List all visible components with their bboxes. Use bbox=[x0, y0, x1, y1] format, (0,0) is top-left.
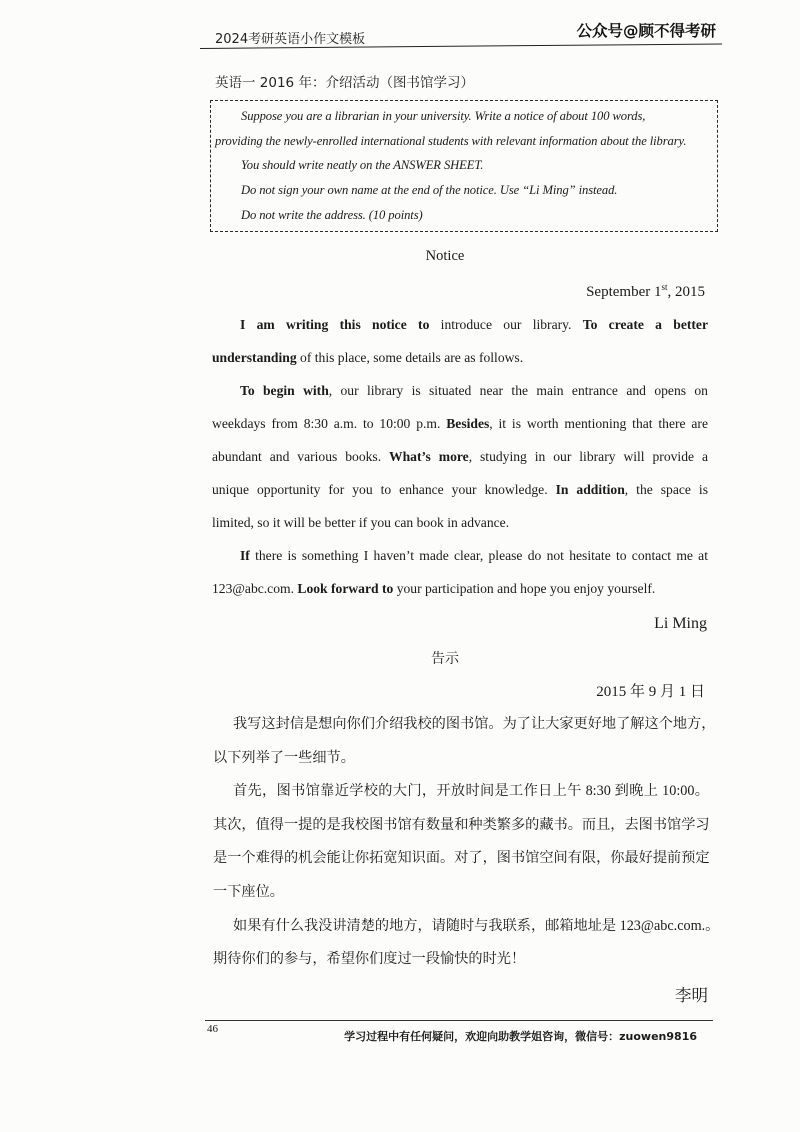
directions-box bbox=[210, 100, 718, 232]
chinese-line: 一下座位。 bbox=[213, 883, 284, 900]
text-run: weekdays from 8:30 a.m. to 10:00 p.m. bbox=[212, 416, 447, 431]
text-run: , it is worth mentioning that there are bbox=[489, 416, 708, 431]
text-run: , studying in our library will provide a bbox=[468, 449, 708, 464]
chinese-body bbox=[213, 708, 720, 977]
date-year: , 2015 bbox=[667, 284, 705, 300]
text-run: , the space is bbox=[624, 482, 708, 497]
direction-line: You should write neatly on the ANSWER SHEET. bbox=[241, 158, 484, 173]
footer-rule bbox=[205, 1020, 713, 1021]
body-line bbox=[212, 539, 708, 572]
header-account-name: 公众号@顾不得考研 bbox=[576, 22, 716, 40]
text-run: abundant and various books. bbox=[212, 449, 390, 464]
notice-signature: Li Ming bbox=[654, 615, 707, 632]
chinese-date: 2015 年 9 月 1 日 bbox=[596, 684, 705, 700]
chinese-line: 其次，值得一提的是我校图书馆有数量和种类繁多的藏书。而且，去图书馆学习 bbox=[213, 816, 710, 833]
body-line bbox=[212, 506, 708, 539]
body-line bbox=[212, 473, 708, 506]
text-run: , our library is situated near the main entrance and opens on bbox=[328, 383, 708, 398]
bold-phrase: To create a better bbox=[582, 317, 708, 332]
direction-line: providing the newly-enrolled international students with relevant information about the library. bbox=[215, 133, 687, 148]
page-number: 46 bbox=[207, 1023, 218, 1035]
body-line bbox=[212, 407, 708, 440]
direction-line: Suppose you are a librarian in your university. Write a notice of about 100 words, bbox=[241, 109, 646, 123]
body-line bbox=[212, 440, 708, 473]
chinese-line: 以下列举了一些细节。 bbox=[213, 749, 355, 766]
date-main: September 1 bbox=[586, 284, 662, 300]
chinese-line: 我写这封信是想向你们介绍我校的图书馆。为了让大家更好地了解这个地方， bbox=[233, 716, 716, 732]
text-run: of this place, some details are as follows. bbox=[296, 350, 524, 365]
header-left-title: 2024考研英语小作文模板 bbox=[215, 32, 366, 47]
body-line bbox=[212, 308, 708, 341]
chinese-signature: 李明 bbox=[675, 986, 708, 1005]
chinese-line: 如果有什么我没讲清楚的地方，请随时与我联系，邮箱地址是 123@abc.com.。 bbox=[233, 917, 720, 934]
chinese-line: 期待你们的参与，希望你们度过一段愉快的时光！ bbox=[213, 951, 526, 968]
bold-phrase: To begin with bbox=[240, 383, 329, 398]
bold-phrase: Besides bbox=[446, 416, 490, 431]
body-line bbox=[212, 374, 708, 407]
body-line bbox=[212, 341, 708, 374]
date-suffix: st bbox=[661, 282, 668, 292]
notice-date bbox=[586, 281, 705, 303]
bold-phrase: I am writing this notice to bbox=[240, 317, 430, 332]
text-run: unique opportunity for you to enhance your knowledge. bbox=[212, 482, 556, 497]
footer-note: 学习过程中有任何疑问，欢迎向助教学姐咨询，微信号：zuowen9816 bbox=[344, 1030, 697, 1043]
text-run: limited, so it will be better if you can book in advance. bbox=[212, 515, 510, 530]
bold-phrase: If bbox=[240, 548, 250, 563]
bold-phrase: What’s more bbox=[389, 449, 469, 464]
text-run: your participation and hope you enjoy yourself. bbox=[393, 581, 656, 596]
bold-phrase: In addition bbox=[555, 482, 625, 497]
text-run: 123@abc.com. bbox=[212, 581, 298, 596]
chinese-line: 是一个难得的机会能让你拓宽知识面。对了，图书馆空间有限，你最好提前预定 bbox=[213, 850, 710, 867]
chinese-title: 告示 bbox=[431, 651, 459, 667]
text-run: there is something I haven’t made clear, please do not hesitate to contact me at bbox=[249, 548, 708, 563]
bold-phrase: understanding bbox=[212, 350, 297, 365]
text-run: introduce our library. bbox=[429, 317, 583, 332]
chinese-line: 首先，图书馆靠近学校的大门，开放时间是工作日上午 8:30 到晚上 10:00。 bbox=[233, 783, 709, 800]
section-title: 英语一 2016 年：介绍活动（图书馆学习） bbox=[215, 75, 474, 91]
direction-line: Do not sign your own name at the end of the notice. Use “Li Ming” instead. bbox=[241, 183, 618, 198]
notice-title: Notice bbox=[425, 248, 465, 264]
direction-line: Do not write the address. (10 points) bbox=[241, 207, 423, 222]
notice-body bbox=[212, 308, 708, 605]
bold-phrase: Look forward to bbox=[297, 581, 394, 596]
body-line bbox=[212, 572, 708, 605]
